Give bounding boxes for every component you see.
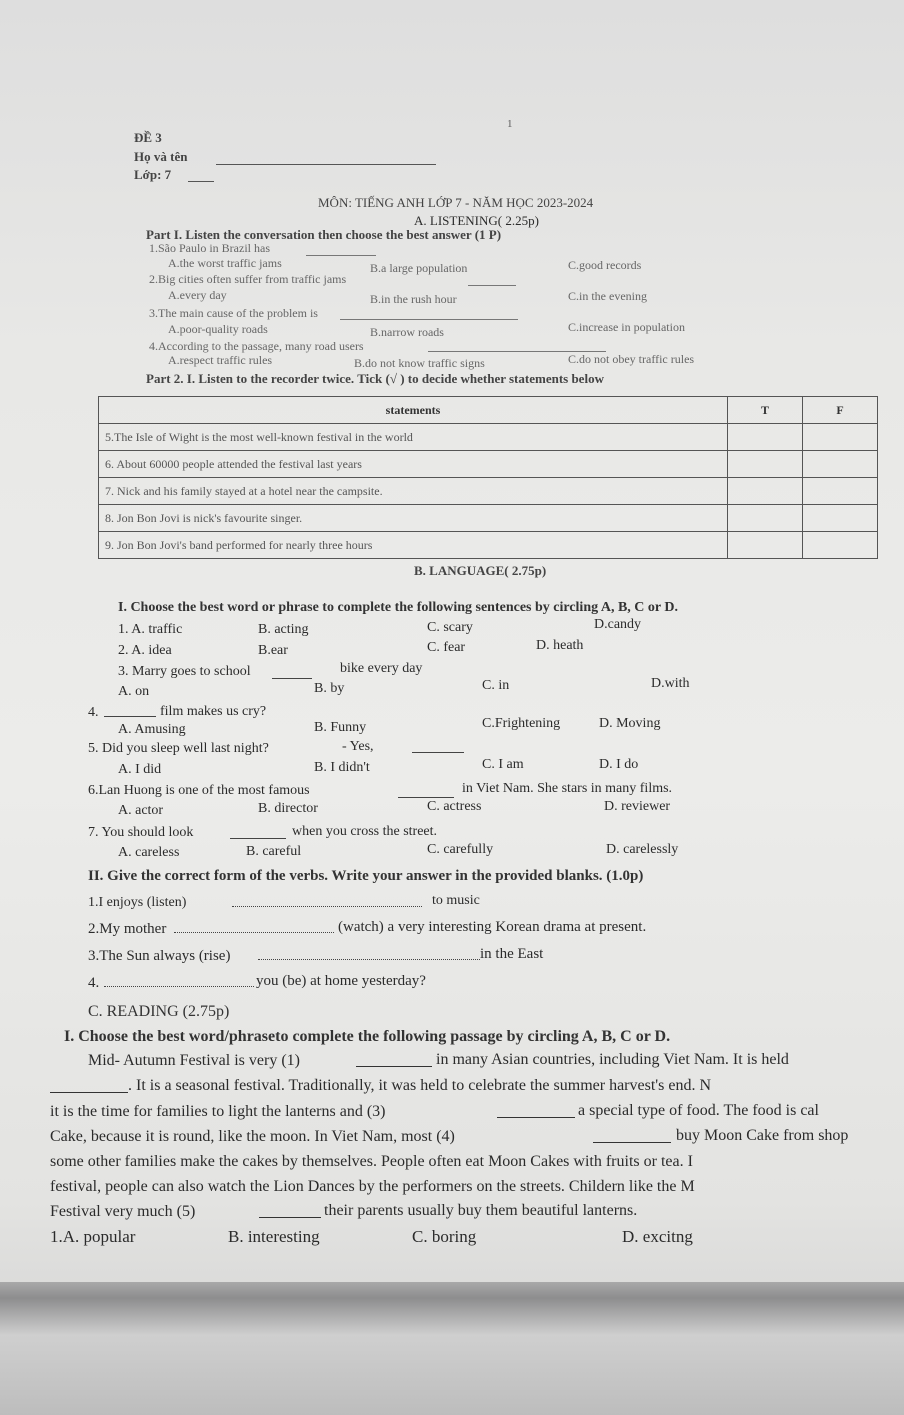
lang-q1-option-d[interactable]: D.candy: [594, 617, 642, 632]
verb-q1-blank[interactable]: [232, 906, 422, 907]
verb-q3-start: 3.The Sun always (rise): [88, 948, 231, 964]
lang-q4-option-c[interactable]: C.Frightening: [482, 716, 561, 731]
language-part1-instruction: I. Choose the best word or phrase to complete the following sentences by circling A, B, C or D.: [118, 600, 678, 615]
subject-title: MÔN: TIẾNG ANH LỚP 7 - NĂM HỌC 2023-2024: [318, 195, 594, 210]
lang-q4-blank[interactable]: [104, 716, 156, 717]
reading-q1-option-d[interactable]: D. excitng: [622, 1227, 693, 1246]
lang-q6-option-d[interactable]: D. reviewer: [604, 799, 671, 814]
lang-q3-option-b[interactable]: B. by: [314, 681, 345, 696]
passage-line-4-end: buy Moon Cake from shop: [676, 1127, 849, 1144]
lang-q4-option-d[interactable]: D. Moving: [599, 716, 661, 731]
true-tick-cell[interactable]: [728, 505, 803, 532]
listening-q1-stem: 1.São Paulo in Brazil has: [149, 241, 270, 255]
lang-q3-option-a[interactable]: A. on: [118, 684, 150, 699]
passage-line-1-start: Mid- Autumn Festival is very (1): [88, 1052, 300, 1069]
statement-cell: 7. Nick and his family stayed at a hotel near the campsite.: [99, 478, 728, 505]
listening-q3-option-a[interactable]: A.poor-quality roads: [168, 322, 268, 336]
false-tick-cell[interactable]: [803, 424, 878, 451]
lang-q6-option-a[interactable]: A. actor: [118, 803, 164, 818]
verb-q3-end: in the East: [480, 946, 544, 962]
verb-q2-blank[interactable]: [174, 932, 334, 933]
lang-q5-option-d[interactable]: D. I do: [599, 757, 639, 772]
statement-cell: 6. About 60000 people attended the festival last years: [99, 451, 728, 478]
reading-instruction: I. Choose the best word/phraseto complete the following passage by circling A, B, C or D.: [64, 1028, 671, 1045]
lang-q5-blank[interactable]: [412, 752, 464, 753]
listening-q1-option-a[interactable]: A.the worst traffic jams: [168, 256, 282, 270]
false-tick-cell[interactable]: [803, 532, 878, 559]
page-number: 1: [507, 118, 513, 130]
reading-q1-option-c[interactable]: C. boring: [412, 1227, 477, 1246]
table-header-row: [99, 397, 878, 424]
lang-q7-option-b[interactable]: B. careful: [246, 844, 302, 859]
lang-q3-blank[interactable]: [272, 678, 312, 679]
table-row: [99, 424, 878, 451]
lang-q3-stem-end: bike every day: [340, 661, 423, 676]
verb-q1-end: to music: [432, 893, 480, 908]
listening-q1-option-b[interactable]: B.a large population: [370, 261, 468, 275]
lang-q6-stem-end: in Viet Nam. She stars in many films.: [462, 781, 673, 796]
lang-q4-option-a[interactable]: A. Amusing: [118, 722, 186, 737]
true-tick-cell[interactable]: [728, 424, 803, 451]
listening-q3-blank: [340, 319, 518, 320]
lang-q7-stem-end: when you cross the street.: [292, 824, 438, 839]
name-label: Họ và tên: [134, 149, 188, 164]
true-tick-cell[interactable]: [728, 532, 803, 559]
statement-cell: 8. Jon Bon Jovi is nick's favourite singer.: [99, 505, 728, 532]
lang-q3-stem-start: 3. Marry goes to school: [118, 664, 251, 679]
passage-line-7-start: Festival very much (5): [50, 1203, 196, 1220]
lang-q5-option-c[interactable]: C. I am: [482, 757, 524, 772]
verb-q4-blank[interactable]: [104, 986, 254, 987]
passage-line-3-end: a special type of food. The food is cal: [578, 1102, 819, 1119]
lang-q5-reply: - Yes,: [342, 739, 374, 754]
passage-line-3-start: it is the time for families to light the lanterns and (3): [50, 1103, 386, 1120]
lang-q7-stem-start: 7. You should look: [88, 825, 194, 840]
listening-q1-option-c[interactable]: C.good records: [568, 258, 642, 272]
false-tick-cell[interactable]: [803, 505, 878, 532]
listening-q4-option-c[interactable]: C.do not obey traffic rules: [568, 352, 695, 366]
passage-line-4-start: Cake, because it is round, like the moon. In Viet Nam, most (4): [50, 1128, 455, 1145]
exam-code: ĐỀ 3: [134, 130, 162, 145]
lang-q1-option-b[interactable]: B. acting: [258, 622, 309, 637]
lang-q1-option-a[interactable]: 1. A. traffic: [118, 622, 183, 637]
listening-q1-blank: [306, 255, 376, 256]
table-row: [99, 532, 878, 559]
table-header-false: F: [803, 397, 878, 424]
table-row: [99, 505, 878, 532]
listening-q2-blank: [468, 285, 516, 286]
page-bottom-shadow: [0, 1282, 904, 1415]
lang-q2-option-c[interactable]: C. fear: [427, 640, 466, 655]
lang-q6-blank[interactable]: [398, 797, 454, 798]
passage-blank-2[interactable]: [50, 1092, 128, 1093]
listening-q4-stem: 4.According to the passage, many road users: [149, 339, 364, 353]
passage-blank-1[interactable]: [356, 1066, 432, 1067]
lang-q6-option-b[interactable]: B. director: [258, 801, 318, 816]
statements-table: [98, 396, 878, 559]
listening-q4-option-a[interactable]: A.respect traffic rules: [168, 353, 273, 367]
lang-q7-blank[interactable]: [230, 838, 286, 839]
listening-title: A. LISTENING( 2.25p): [414, 213, 539, 228]
lang-q1-option-c[interactable]: C. scary: [427, 620, 473, 635]
passage-line-5: some other families make the cakes by themselves. People often eat Moon Cakes with fruits or tea. I: [50, 1153, 693, 1170]
class-blank[interactable]: [188, 181, 214, 182]
lang-q5-option-a[interactable]: A. I did: [118, 762, 162, 777]
listening-part2-instruction: Part 2. I. Listen to the recorder twice. Tick (√ ) to decide whether statements below: [146, 371, 604, 386]
lang-q4-number: 4.: [88, 705, 99, 720]
passage-line-7-end: their parents usually buy them beautiful lanterns.: [324, 1202, 638, 1219]
name-blank[interactable]: [216, 164, 436, 165]
reading-title: C. READING (2.75p): [88, 1003, 230, 1020]
listening-q2-option-b[interactable]: B.in the rush hour: [370, 292, 457, 306]
statement-cell: 5.The Isle of Wight is the most well-known festival in the world: [99, 424, 728, 451]
passage-line-2: . It is a seasonal festival. Traditionally, it was held to celebrate the summer harvest's end. N: [128, 1077, 712, 1094]
class-label: Lớp: 7: [134, 167, 172, 182]
passage-blank-5[interactable]: [259, 1217, 321, 1218]
listening-q3-stem: 3.The main cause of the problem is: [149, 306, 318, 320]
lang-q6-option-c[interactable]: C. actress: [427, 799, 482, 814]
listening-q4-option-b[interactable]: B.do not know traffic signs: [354, 356, 485, 370]
lang-q4-stem: film makes us cry?: [160, 704, 267, 719]
passage-blank-3[interactable]: [497, 1117, 575, 1118]
reading-q1-option-b[interactable]: B. interesting: [228, 1227, 320, 1246]
false-tick-cell[interactable]: [803, 451, 878, 478]
passage-line-6: festival, people can also watch the Lion Dances by the performers on the streets. Childern like the M: [50, 1178, 695, 1195]
lang-q7-option-c[interactable]: C. carefully: [427, 842, 494, 857]
lang-q6-stem-start: 6.Lan Huong is one of the most famous: [88, 783, 310, 798]
listening-q2-option-a[interactable]: A.every day: [168, 288, 227, 302]
lang-q4-option-b[interactable]: B. Funny: [314, 720, 367, 735]
passage-line-1-end: in many Asian countries, including Viet Nam. It is held: [436, 1051, 789, 1068]
true-tick-cell[interactable]: [728, 478, 803, 505]
lang-q3-option-d[interactable]: D.with: [651, 676, 690, 691]
reading-q1-option-a[interactable]: 1.A. popular: [50, 1227, 136, 1246]
verb-q4-start: 4.: [88, 975, 100, 991]
language-title: B. LANGUAGE( 2.75p): [414, 563, 547, 578]
verb-q2-end: (watch) a very interesting Korean drama at present.: [338, 919, 647, 935]
lang-q2-option-b[interactable]: B.ear: [258, 643, 288, 658]
table-header-true: T: [728, 397, 803, 424]
false-tick-cell[interactable]: [803, 478, 878, 505]
verb-q4-end: you (be) at home yesterday?: [256, 973, 426, 989]
table-row: [99, 451, 878, 478]
table-row: [99, 478, 878, 505]
listening-q2-stem: 2.Big cities often suffer from traffic jams: [149, 272, 347, 286]
statement-cell: 9. Jon Bon Jovi's band performed for nearly three hours: [99, 532, 728, 559]
table-header-statements: statements: [99, 397, 728, 424]
listening-part1-instruction: Part I. Listen the conversation then choose the best answer (1 P): [146, 227, 502, 242]
listening-q2-option-c[interactable]: C.in the evening: [568, 289, 647, 303]
lang-q2-option-d[interactable]: D. heath: [536, 638, 584, 653]
lang-q5-option-b[interactable]: B. I didn't: [314, 760, 370, 775]
verb-q3-blank[interactable]: [258, 959, 480, 960]
lang-q2-option-a[interactable]: 2. A. idea: [118, 643, 172, 658]
true-tick-cell[interactable]: [728, 451, 803, 478]
lang-q7-option-a[interactable]: A. careless: [118, 845, 180, 860]
verb-q2-start: 2.My mother: [88, 921, 167, 937]
listening-q3-option-c[interactable]: C.increase in population: [568, 320, 685, 334]
listening-q3-option-b[interactable]: B.narrow roads: [370, 325, 444, 339]
passage-blank-4[interactable]: [593, 1142, 671, 1143]
verb-q1-start: 1.I enjoys (listen): [88, 895, 187, 910]
language-part2-instruction: II. Give the correct form of the verbs. Write your answer in the provided blanks. (1.0p): [88, 868, 644, 884]
lang-q5-stem: 5. Did you sleep well last night?: [88, 741, 269, 756]
lang-q3-option-c[interactable]: C. in: [482, 678, 510, 693]
lang-q7-option-d[interactable]: D. carelessly: [606, 842, 679, 857]
